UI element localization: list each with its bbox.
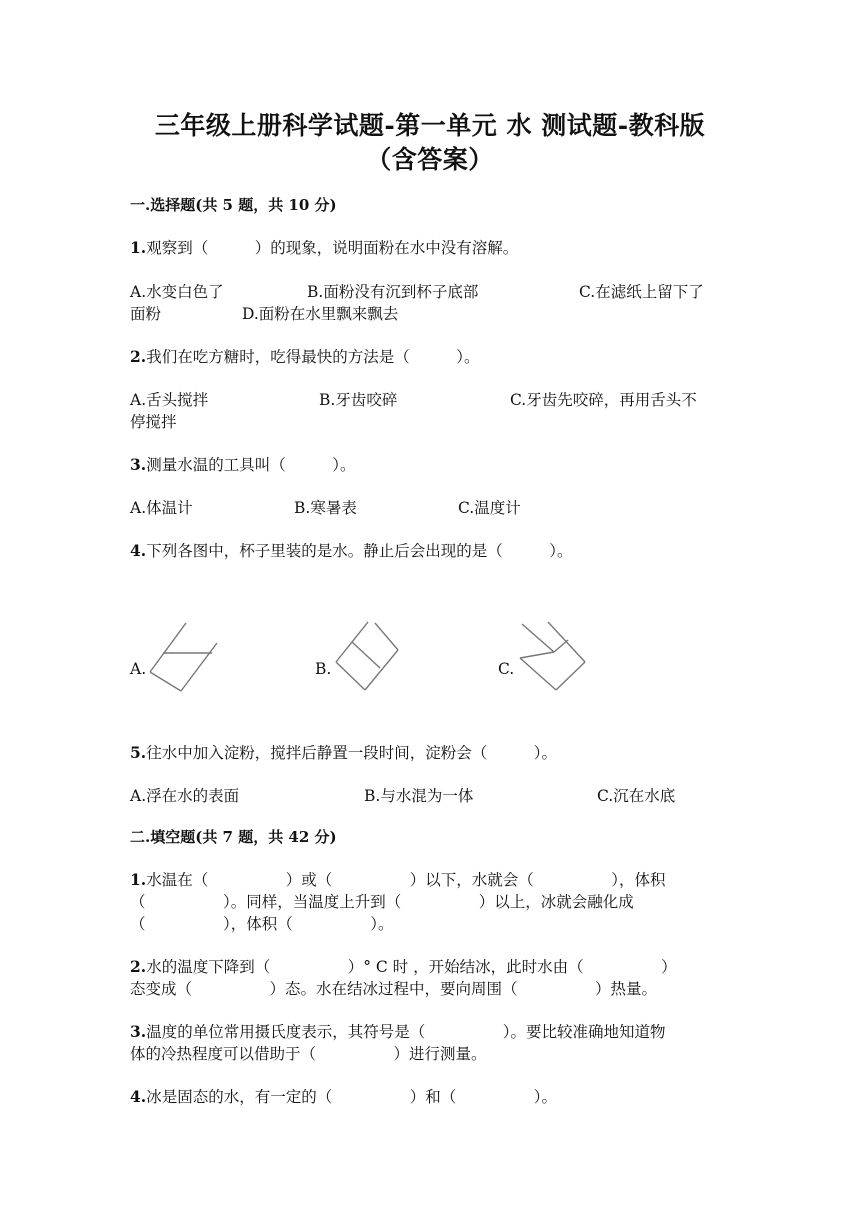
option-a: A.水变白色了 [130, 283, 224, 301]
question-2 [130, 345, 479, 367]
option-c-continued: 停搅拌 [130, 413, 177, 431]
fill-question-3 [130, 1020, 665, 1042]
question-number: 3. [130, 455, 147, 474]
section-heading-fill-blank: 二.填空题(共 7 题，共 42 分) [130, 828, 337, 846]
question-text: 下列各图中，杯子里装的是水。静止后会出现的是（ ）。 [146, 542, 573, 560]
tilted-cup-figure-c [512, 618, 602, 698]
question-number: 2. [130, 957, 147, 976]
option-b: B.与水混为一体 [364, 787, 474, 805]
question-4 [130, 539, 572, 561]
option-b: B.面粉没有沉到杯子底部 [307, 283, 479, 301]
section-heading-choice: 一.选择题(共 5 题，共 10 分) [130, 196, 337, 214]
option-a: A.浮在水的表面 [130, 787, 240, 805]
option-c: C.沉在水底 [597, 787, 676, 805]
page-subtitle: （含答案） [366, 145, 494, 174]
figure-label-c: C. [498, 660, 515, 678]
tilted-cup-figure-b [328, 618, 418, 698]
question-number: 2. [130, 347, 147, 366]
question-number: 1. [130, 238, 147, 257]
question-text: 我们在吃方糖时，吃得最快的方法是（ ）。 [146, 348, 480, 366]
fill-question-1-line-3: （ ），体积（ ）。 [130, 915, 394, 933]
option-c-continued: 面粉 [130, 305, 162, 323]
question-number: 4. [130, 541, 147, 560]
fill-question-1 [130, 868, 665, 890]
fill-question-2-line-2: 态变成（ ）态。水在结冰过程中，要向周围（ ）热量。 [130, 980, 658, 998]
figure-label-b: B. [315, 660, 332, 678]
question-text-line-1: 水的温度下降到（ ）° C 时 ，开始结冰，此时水由（ ） [146, 958, 677, 976]
option-c: C.牙齿先咬碎，再用舌头不 [510, 391, 697, 409]
figure-label-a: A. [130, 660, 147, 678]
option-a: A.舌头搅拌 [130, 391, 209, 409]
question-number: 1. [130, 870, 147, 889]
question-text-line-1: 水温在（ ）或（ ）以下，水就会（ ），体积 [146, 871, 666, 889]
question-number: 3. [130, 1022, 147, 1041]
question-number: 5. [130, 743, 147, 762]
option-c: C.温度计 [458, 499, 521, 517]
fill-question-1-line-2: （ ）。同样，当温度上升到（ ）以上，冰就会融化成 [130, 893, 634, 911]
option-d: D.面粉在水里飘来飘去 [242, 305, 399, 323]
option-c: C.在滤纸上留下了 [579, 283, 704, 301]
question-3 [130, 453, 355, 475]
option-b: B.寒暑表 [294, 499, 357, 517]
question-1 [130, 236, 518, 258]
page-title: 三年级上册科学试题-第一单元 水 测试题-教科版 [154, 111, 706, 140]
fill-question-3-line-2: 体的冷热程度可以借助于（ ）进行测量。 [130, 1045, 487, 1063]
fill-question-4 [130, 1085, 557, 1107]
question-text: 观察到（ ）的现象，说明面粉在水中没有溶解。 [146, 239, 519, 257]
question-text-line-1: 温度的单位常用摄氏度表示，其符号是（ ）。要比较准确地知道物 [146, 1023, 666, 1041]
tilted-cup-figure-a [140, 618, 230, 698]
option-a: A.体温计 [130, 499, 193, 517]
question-text: 测量水温的工具叫（ ）。 [146, 456, 356, 474]
fill-question-2 [130, 955, 677, 977]
question-number: 4. [130, 1087, 147, 1106]
option-b: B.牙齿咬碎 [319, 391, 398, 409]
question-text: 往水中加入淀粉，搅拌后静置一段时间，淀粉会（ ）。 [146, 744, 557, 762]
question-5 [130, 741, 557, 763]
question-text-line-1: 冰是固态的水，有一定的（ ）和（ ）。 [146, 1088, 557, 1106]
